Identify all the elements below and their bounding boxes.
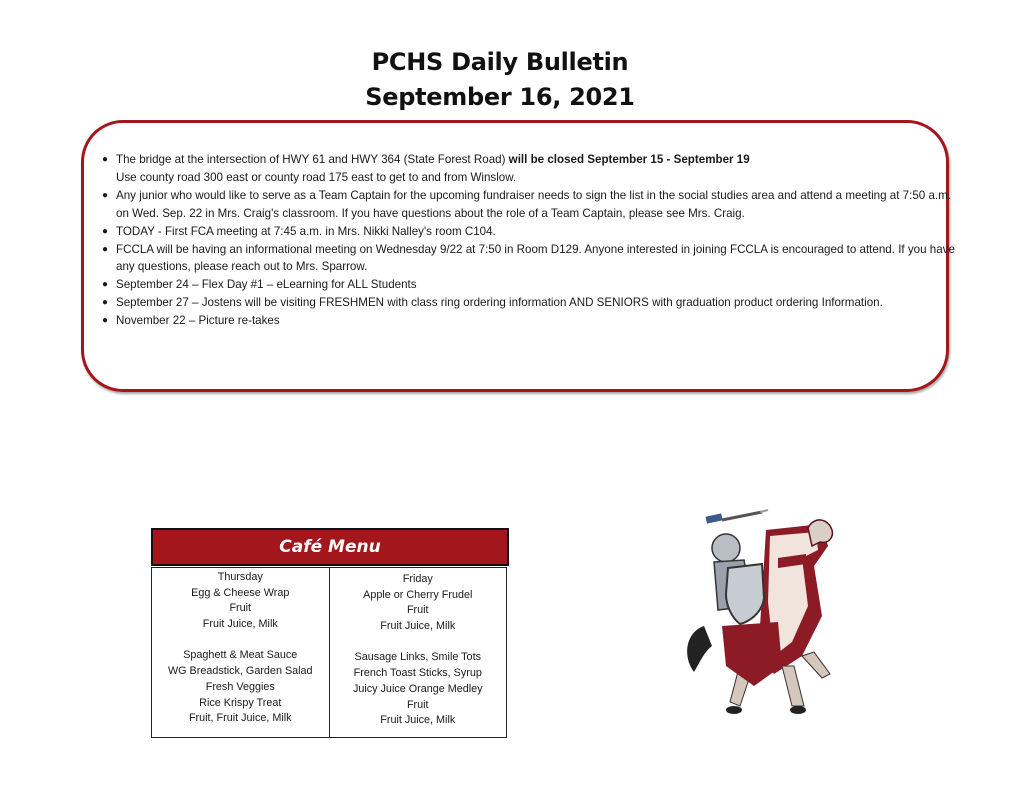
menu-item: Fruit — [406, 698, 429, 711]
menu-item: Apple or Cherry Frudel — [363, 588, 473, 601]
announcements-list — [100, 151, 960, 330]
announcement-text: TODAY - First FCA meeting at 7:45 a.m. in Mrs. Nikki Nalley's room C104. — [116, 224, 496, 238]
announcement-text: Any junior who would like to serve as a Team Captain for the upcoming fundraiser needs to sign the list in the social studies area and attend a meeting at 7:50 a.m. on Wed. Sep. 22 in Mrs. Craig's classroom. If you have questions about the role of a Team Captain, please see Mrs. Craig. — [116, 188, 952, 220]
announcement-item — [100, 187, 960, 223]
bullet-icon: ● — [102, 225, 109, 237]
menu-column-thursday — [152, 568, 329, 737]
menu-day-label: Friday — [402, 573, 433, 585]
menu-item: Fruit Juice, Milk — [380, 714, 456, 727]
announcement-item — [100, 151, 960, 187]
menu-item — [330, 635, 507, 651]
bullet-icon: ● — [102, 279, 109, 291]
announcement-item — [100, 276, 960, 294]
menu-day-label: Thursday — [217, 571, 263, 583]
announcement-text: FCCLA will be having an informational meeting on Wednesday 9/22 at 7:50 in Room D129. Anyone interested in joining FCCLA is encouraged to attend. If you have any questions, please reach out to Mrs. Sparrow. — [116, 242, 955, 274]
bullet-icon: ● — [102, 154, 109, 165]
announcement-text: September 24 – Flex Day #1 – eLearning for ALL Students — [116, 278, 417, 292]
announcement-item — [100, 294, 960, 312]
menu-item: Rice Krispy Treat — [199, 696, 282, 709]
menu-item: Fresh Veggies — [205, 680, 275, 693]
announcement-text: November 22 – Picture re-takes — [116, 314, 280, 328]
menu-item: Sausage Links, Smile Tots — [354, 651, 481, 664]
bulletin-title: PCHS Daily Bulletin — [371, 48, 629, 76]
menu-item: Fruit Juice, Milk — [380, 620, 456, 633]
menu-item — [152, 633, 329, 649]
announcement-text: The bridge at the intersection of HWY 61 and HWY 364 (State Forest Road) — [116, 153, 509, 166]
bullet-icon: ● — [102, 243, 109, 255]
menu-item: Juicy Juice Orange Medley — [352, 682, 483, 695]
knight-mascot-icon — [682, 506, 838, 726]
cafe-menu-table — [151, 567, 507, 738]
menu-item: WG Breadstick, Garden Salad — [167, 665, 313, 678]
announcement-emphasis: will be closed September 15 - September 19 — [508, 153, 750, 166]
announcement-continuation: Use county road 300 east or county road 175 east to get to and from Winslow. — [116, 170, 517, 184]
announcement-text: September 27 – Jostens will be visiting FRESHMEN with class ring ordering information AND SENIORS with graduation product ordering Information. — [116, 296, 883, 310]
bullet-icon: ● — [102, 297, 109, 309]
announcement-item — [100, 312, 960, 330]
menu-item: Fruit — [229, 602, 252, 615]
cafe-menu-title: Café Menu — [151, 528, 509, 566]
bullet-icon: ● — [102, 189, 109, 201]
menu-item: French Toast Sticks, Syrup — [353, 667, 482, 680]
menu-item: Spaghett & Meat Sauce — [183, 649, 298, 662]
menu-item: Fruit, Fruit Juice, Milk — [188, 712, 292, 725]
bullet-icon: ● — [102, 315, 109, 327]
menu-column-friday — [329, 568, 507, 737]
menu-item: Egg & Cheese Wrap — [191, 586, 290, 599]
menu-item: Fruit Juice, Milk — [202, 618, 278, 631]
menu-item: Fruit — [406, 604, 429, 617]
announcement-item — [100, 223, 960, 241]
bulletin-date: September 16, 2021 — [365, 83, 635, 111]
announcement-item — [100, 241, 960, 277]
